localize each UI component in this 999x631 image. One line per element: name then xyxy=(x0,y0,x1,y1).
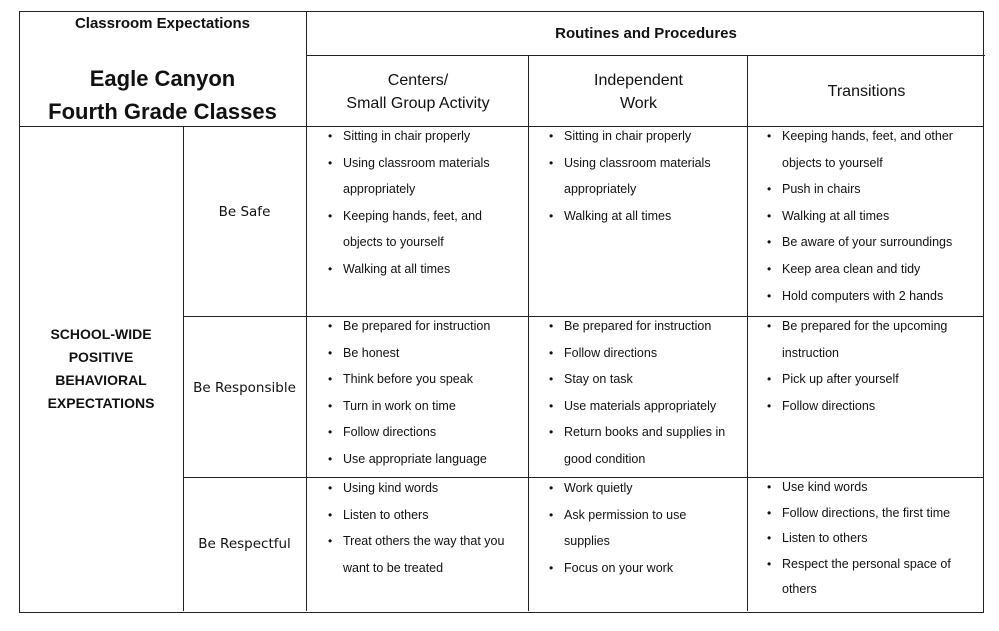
list-item: • Follow directions, the first time xyxy=(768,501,951,527)
list-item: • Be prepared for instruction xyxy=(329,313,490,340)
list-item-continuation: supplies xyxy=(564,534,610,549)
side-label-line4: EXPECTATIONS xyxy=(47,394,155,411)
list-item: • Keep area clean and tidy xyxy=(768,256,953,283)
list-item-continuation: want to be treated xyxy=(343,560,444,575)
table-border xyxy=(19,11,984,613)
list-item-continuation: objects to yourself xyxy=(343,235,444,250)
list-item: • Treat others the way that you xyxy=(329,528,504,555)
list-item-continuation: appropriately xyxy=(343,182,416,197)
school-title-line2: Fourth Grade Classes xyxy=(48,99,277,124)
column-header-transitions-line1: Transitions xyxy=(827,83,906,100)
list-item: • Use materials appropriately xyxy=(550,393,725,420)
list-item: • Follow directions xyxy=(768,393,947,420)
list-item: • Listen to others xyxy=(329,502,504,529)
list-item: • Be prepared for instruction xyxy=(550,313,725,340)
list-item: • Using classroom materials xyxy=(550,150,711,177)
list-item: • Stay on task xyxy=(550,366,725,393)
side-label-line3: BEHAVIORAL xyxy=(55,371,147,388)
list-item: • Be prepared for the upcoming xyxy=(768,313,947,340)
list-item-continuation: instruction xyxy=(782,345,839,360)
list-item: • Keeping hands, feet, and other xyxy=(768,123,953,150)
list-item: • Pick up after yourself xyxy=(768,366,947,393)
list-item: • Use appropriate language xyxy=(329,446,490,473)
list-item: • Return books and supplies in xyxy=(550,419,725,446)
list-item: • Sitting in chair properly xyxy=(550,123,711,150)
list-item-continuation: objects to yourself xyxy=(782,155,883,170)
row-label-be-responsible: Be Responsible xyxy=(193,380,296,396)
list-item-continuation: appropriately xyxy=(564,182,637,197)
list-item: • Work quietly xyxy=(550,475,686,502)
routines-procedures-header: Routines and Procedures xyxy=(306,11,985,55)
list-item: • Hold computers with 2 hands xyxy=(768,283,953,310)
list-item: • Follow directions xyxy=(329,419,490,446)
list-item: • Respect the personal space of xyxy=(768,552,951,578)
list-item: • Using kind words xyxy=(329,475,504,502)
school-title-line1: Eagle Canyon xyxy=(89,66,236,91)
row-label-be-respectful: Be Respectful xyxy=(198,536,291,552)
list-item: • Turn in work on time xyxy=(329,393,490,420)
list-item: • Think before you speak xyxy=(329,366,490,393)
row-label-be-safe: Be Safe xyxy=(218,204,271,220)
list-item: • Walking at all times xyxy=(550,203,711,230)
side-label-line1: SCHOOL-WIDE xyxy=(50,325,152,342)
list-item: • Walking at all times xyxy=(768,203,953,230)
list-item-continuation: good condition xyxy=(564,451,646,466)
list-item: • Follow directions xyxy=(550,340,725,367)
list-item: • Using classroom materials xyxy=(329,150,490,177)
column-header-centers-line2: Small Group Activity xyxy=(346,94,490,112)
classroom-expectations-label: Classroom Expectations xyxy=(74,15,251,32)
column-header-independent-line1: Independent xyxy=(594,71,683,89)
column-header-independent-line2: Work xyxy=(619,94,658,112)
list-item: • Be honest xyxy=(329,340,490,367)
list-item: • Focus on your work xyxy=(550,555,686,582)
list-item: • Keeping hands, feet, and xyxy=(329,203,490,230)
list-item: • Use kind words xyxy=(768,475,951,501)
list-item: • Walking at all times xyxy=(329,256,490,283)
expectations-table xyxy=(19,11,984,613)
column-header-centers-line1: Centers/ xyxy=(387,71,449,89)
list-item: • Ask permission to use xyxy=(550,502,686,529)
side-label-line2: POSITIVE xyxy=(68,348,134,365)
list-item: • Be aware of your surroundings xyxy=(768,229,953,256)
list-item: • Listen to others xyxy=(768,526,951,552)
list-item: • Push in chairs xyxy=(768,176,953,203)
list-item: • Sitting in chair properly xyxy=(329,123,490,150)
list-item-continuation: others xyxy=(782,582,817,597)
